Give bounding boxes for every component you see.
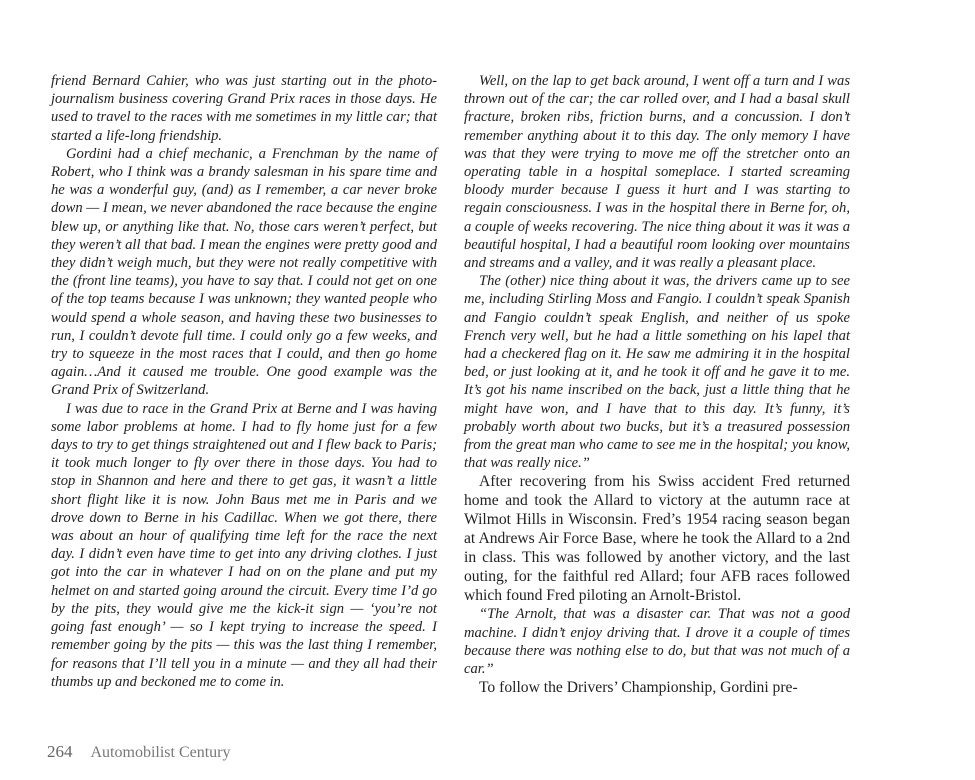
paragraph: Gordini had a chief mechanic, a Frenchman by the name of Robert, who I think was a brandy salesman in his spare time and he was a wonderful guy, (and) as I remember, a car never broke down — I mean, we never abandoned the race because the engine blew up, or anything like that. No, those cars weren’t perfect, but they weren’t all that bad. I mean the engines were pretty good and they didn’t weigh much, but they were not really competitive with the (front line teams), you have to say that. I could not get on one of the top teams because I was unknown; they wanted people who would spend a whole season, and having these two businesses to run, I couldn’t devote full time. I could only go a few weeks, and try to squeeze in the most races that I could, and then go home again…And it caused me trouble. One good example was the Grand Prix of Switzerland. (51, 145, 437, 399)
right-column (464, 72, 850, 697)
paragraph: friend Bernard Cahier, who was just starting out in the photo-journalism business covering Grand Prix races in those days. He used to travel to the races with me sometimes in my little car; that started a life-long friendship. (51, 73, 437, 144)
paragraph: After recovering from his Swiss accident Fred returned home and took the Allard to victory at the autumn race at Wilmot Hills in Wisconsin. Fred’s 1954 racing season began at Andrews Air Force Base, where he took the Allard to a 2nd in class. This was followed by another victory, and the last outing, for the faithful red Allard; four AFB races followed which found Fred piloting an Arnolt-Bristol. (464, 473, 850, 605)
paragraph: The (other) nice thing about it was, the drivers came up to see me, including Stirling Moss and Fangio. I couldn’t speak Spanish and Fangio couldn’t speak English, and neither of us spoke French very well, but he had a little something on his lapel that had a checkered flag on it. He saw me admiring it in the hospital bed, or just looking at it, and he took it off and he gave it to me. It’s got his name inscribed on the back, just a little thing that he might have won, and I have that to this day. It’s funny, it’s probably worth about two bucks, but it’s a treasured possession from the great man who came to see me in the hospital; you know, that was really nice.” (464, 273, 850, 472)
paragraph: To follow the Drivers’ Championship, Gordini pre- (479, 679, 798, 697)
paragraph: Well, on the lap to get back around, I went off a turn and I was thrown out of the car; the car rolled over, and I had a basal skull fracture, broken ribs, friction burns, and a concussion. I don’t remember anything about it to this day. The only memory I have was that they were trying to move me off the stretcher onto an operating table in a hospital someplace. I started screaming bloody murder because I guess it hurt and I was starting to regain consciousness. I was in the hospital there in Berne for, oh, a couple of weeks recovering. The nice thing about it was it was a beautiful hospital, I had a beautiful room looking over mountains and streams and a valley, and it was really a pleasant place. (464, 73, 850, 272)
page-footer (47, 742, 231, 762)
paragraph: “The Arnolt, that was a disaster car. That was not a good machine. I didn’t enjoy driving that. I drove it a couple of times because there was nothing else to do, but that was not much of a car.” (464, 606, 850, 678)
page-number: 264 (47, 742, 73, 761)
left-column (51, 72, 437, 691)
paragraph: I was due to race in the Grand Prix at Berne and I was having some labor problems at home. I had to fly home just for a few days to try to get things straightened out and I flew back to Paris; it took much longer to fly over there in those days. You had to stop in Shannon and here and there to get gas, it wasn’t a little short flight like it is now. John Baus met me in Paris and we drove down to Berne in his Cadillac. When we got there, there was about an hour of qualifying time left for the race the next day. I didn’t even have time to get into any driving clothes. I just got into the car in whatever I had on on the plane and put my helmet on and started going around the circuit. Every time I’d go by the pits, they would give me the kick-it sign — ‘you’re not going fast enough’ — so I kept trying to increase the speed. I remember going by the pits — this was the last thing I remember, for reasons that I’ll tell you in a minute — and they all had their thumbs up and beckoned me to come in. (51, 400, 437, 690)
running-title: Automobilist Century (90, 744, 231, 761)
